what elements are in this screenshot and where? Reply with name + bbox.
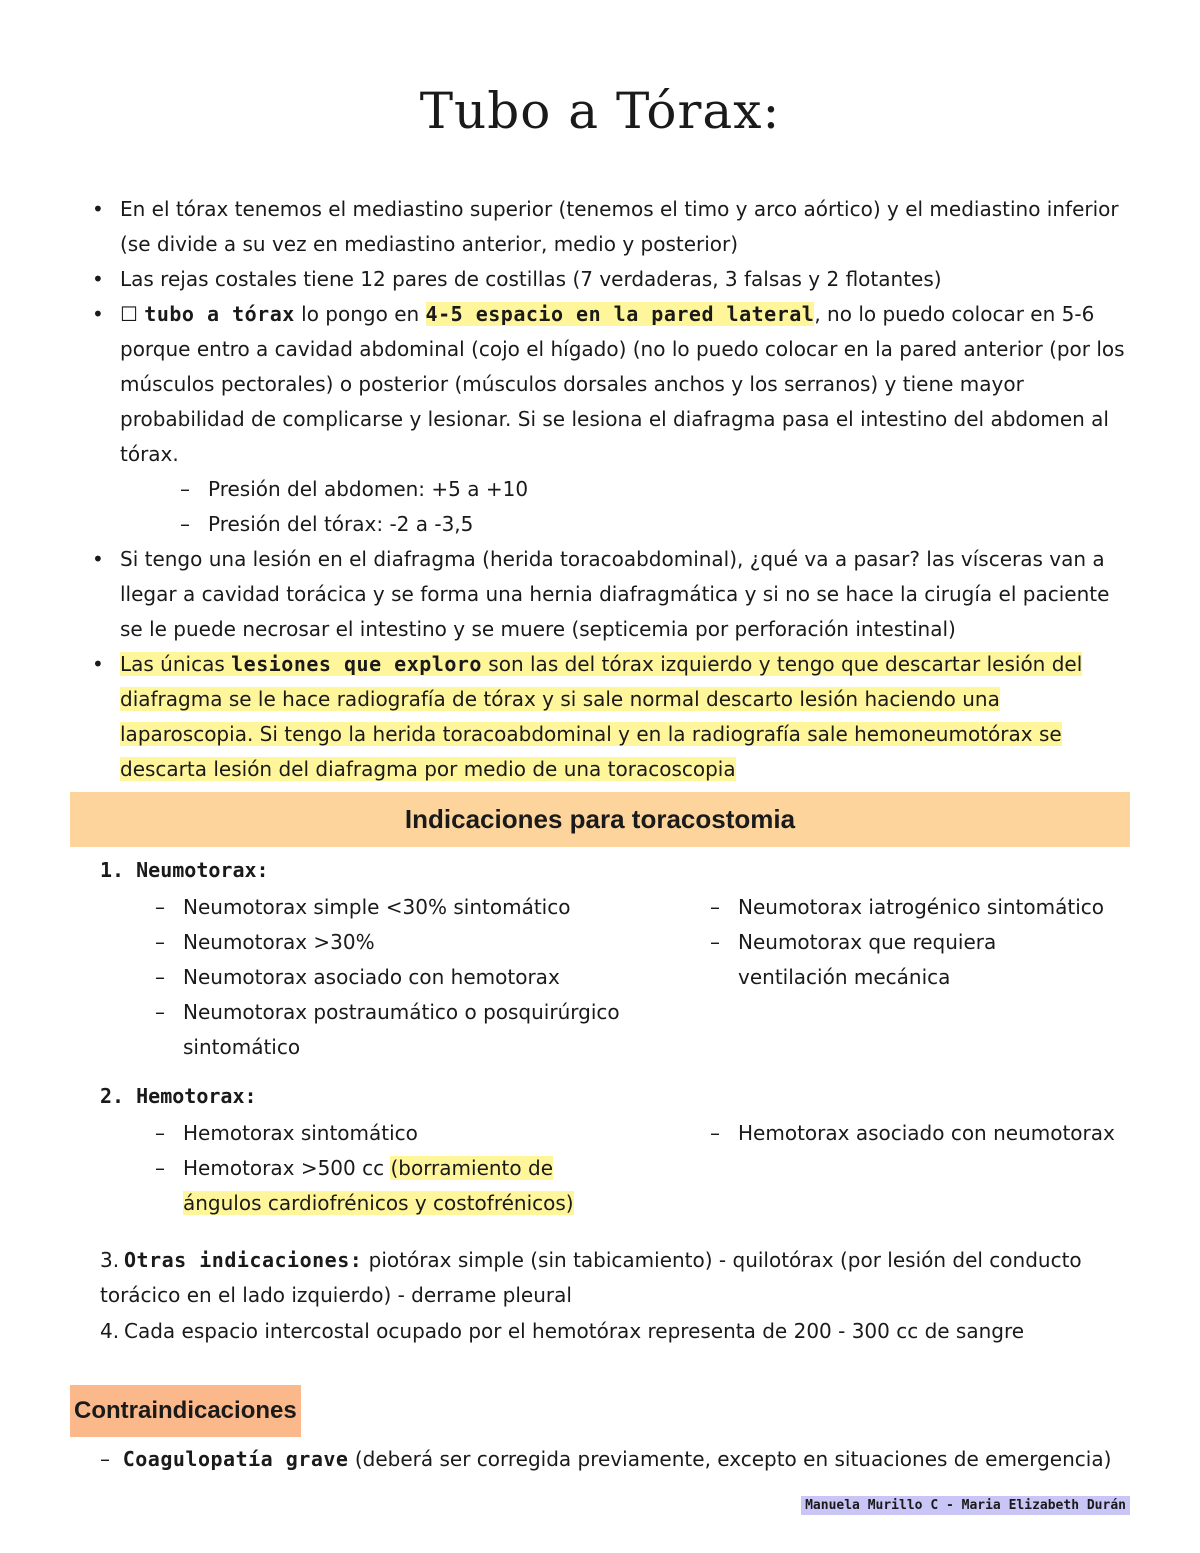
list-item: – Neumotorax que requiera ventilación mecánica xyxy=(710,925,1110,995)
neumotorax-heading: 1. Neumotorax: xyxy=(100,858,269,882)
list-item: – Neumotorax postraumático o posquirúrgico sintomático xyxy=(155,995,635,1065)
otras-indicaciones: 3. Otras indicaciones: piotórax simple (sin tabicamiento) - quilotórax (por lesión del conducto torácico en el lado izquierdo) - derrame pleural xyxy=(100,1248,1082,1307)
list-item: – Coagulopatía grave (deberá ser corregida previamente, excepto en situaciones de emergencia) xyxy=(100,1447,1112,1471)
neumotorax-left-column xyxy=(155,890,635,1065)
section-heading-contraindicaciones: Contraindicaciones xyxy=(70,1385,301,1437)
list-item: • Si tengo una lesión en el diafragma (herida toracoabdominal), ¿qué va a pasar? las vísceras van a llegar a cavidad torácica y se forma una hernia diafragmática y si no se hace la cirugía el paciente se le puede necrosar el intestino y se muere (septicemia por perforación intestinal) xyxy=(90,542,1130,647)
list-item: – Hemotorax asociado con neumotorax xyxy=(710,1116,1130,1151)
hemotorax-right-column xyxy=(710,1116,1130,1151)
list-item: • Las únicas lesiones que exploro son las del tórax izquierdo y tengo que descartar lesión del diafragma se le hace radiografía de tórax y si sale normal descarto lesión haciendo una laparoscopia. Si tengo la herida toracoabdominal y en la radiografía sale hemoneumotórax se descarta lesión del diafragma por medio de una toracoscopia xyxy=(90,647,1130,787)
list-item: – Hemotorax sintomático xyxy=(155,1116,625,1151)
neumotorax-right-column xyxy=(710,890,1110,995)
list-item: – Neumotorax simple <30% sintomático xyxy=(155,890,635,925)
list-item: • Las rejas costales tiene 12 pares de costillas (7 verdaderas, 3 falsas y 2 flotantes) xyxy=(90,262,1130,297)
author-footer: Manuela Murillo C - Maria Elizabeth Durán xyxy=(801,1496,1130,1515)
list-item: • En el tórax tenemos el mediastino superior (tenemos el timo y arco aórtico) y el mediastino inferior (se divide a su vez en mediastino anterior, medio y posterior) xyxy=(90,192,1130,262)
list-item: – Neumotorax asociado con hemotorax xyxy=(155,960,635,995)
hemotorax-left-column xyxy=(155,1116,625,1221)
section-heading-indicaciones: Indicaciones para toracostomia xyxy=(70,792,1130,847)
list-item: – Presión del abdomen: +5 a +10 xyxy=(180,472,1130,507)
list-item: – Hemotorax >500 cc (borramiento de ángulos cardiofrénicos y costofrénicos) xyxy=(155,1151,625,1221)
list-item: – Neumotorax iatrogénico sintomático xyxy=(710,890,1110,925)
espacio-intercostal-note: 4. Cada espacio intercostal ocupado por el hemotórax representa de 200 - 300 cc de sangre xyxy=(100,1319,1025,1343)
page-title: Tubo a Tórax: xyxy=(419,82,781,140)
hemotorax-heading: 2. Hemotorax: xyxy=(100,1084,257,1108)
list-item: – Neumotorax >30% xyxy=(155,925,635,960)
intro-section xyxy=(90,192,1130,787)
list-item: – Presión del tórax: -2 a -3,5 xyxy=(180,507,1130,542)
list-item: • ☐ tubo a tórax lo pongo en 4-5 espacio en la pared lateral, no lo puedo colocar en 5-6 porque entro a cavidad abdominal (cojo el hígado) (no lo puedo colocar en la pared anterior (por los músculos pectorales) o posterior (músculos dorsales anchos y los serranos) y tiene mayor probabilidad de complicarse y lesionar. Si se lesiona el diafragma pasa el intestino del abdomen al tórax. – Presión del abdomen: +5 a +10 – Presión del tórax: -2 a -3,5 xyxy=(90,297,1130,542)
